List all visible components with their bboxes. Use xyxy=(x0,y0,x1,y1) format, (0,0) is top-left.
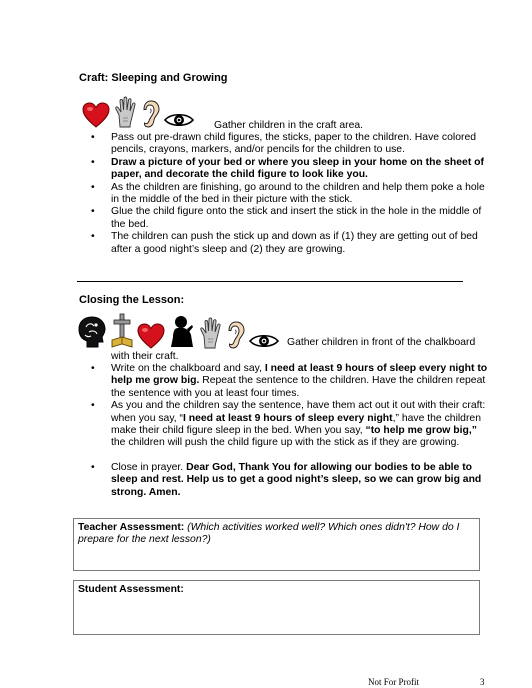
student-assessment-label: Student Assessment: xyxy=(78,584,184,595)
ear-icon xyxy=(142,100,160,128)
head-icon xyxy=(77,315,107,349)
craft-intro: Gather children in the craft area. xyxy=(214,120,364,131)
footer-note: Not For Profit xyxy=(368,677,420,687)
hand-icon xyxy=(114,96,138,128)
closing-heading: Closing the Lesson: xyxy=(79,294,185,306)
list-item: • Draw a picture of your bed or where you sleep in your home on the sheet of paper, and decorate the child figure to look like you. xyxy=(82,157,492,182)
craft-icon-row xyxy=(82,92,194,128)
student-assessment-box[interactable] xyxy=(73,580,480,635)
hand-icon xyxy=(199,317,223,349)
cross-bible-icon xyxy=(111,313,133,349)
teacher-assessment-label: Teacher Assessment: xyxy=(78,522,185,533)
heart-icon xyxy=(82,102,110,128)
praying-child-icon xyxy=(169,315,195,349)
section-divider xyxy=(77,281,463,282)
teacher-assessment-box[interactable] xyxy=(73,518,480,571)
heart-icon xyxy=(137,323,165,349)
teacher-assessment-prompt: (Which activities worked well? Which ones didn't? How do I prepare for the next lesson?) xyxy=(78,522,460,546)
list-item: • Pass out pre-drawn child figures, the sticks, paper to the children. Have colored pencils, crayons, markers, and/or pencils for the children to use. xyxy=(82,132,492,157)
eye-icon xyxy=(164,112,194,128)
list-item: • As the children are finishing, go around to the children and help them poke a hole in the middle of the bed in their picture with the stick. xyxy=(82,182,492,207)
closing-intro: Gather children in front of the chalkboard xyxy=(287,337,476,348)
craft-heading: Craft: Sleeping and Growing xyxy=(79,72,228,84)
list-item: • Write on the chalkboard and say, I need at least 9 hours of sleep every night to help me grow big. Repeat the sentence to the children. Have the children repeat the sentence with you at least four times. xyxy=(82,363,492,400)
list-item: • Glue the child figure onto the stick and insert the stick in the hole in the middle of the bed. xyxy=(82,206,492,231)
ear-icon xyxy=(227,321,245,349)
list-item: • The children can push the stick up and down as if (1) they are getting out of bed after a good night’s sleep and (2) they are growing. xyxy=(82,231,492,256)
eye-icon xyxy=(249,333,279,349)
page-number: 3 xyxy=(480,677,485,687)
list-item: • Close in prayer. Dear God, Thank You for allowing our bodies to be able to sleep and rest. Help us to get a good night’s sleep, so we can grow big and strong. Amen. xyxy=(82,462,492,499)
closing-bullet-list xyxy=(82,363,492,499)
craft-bullet-list xyxy=(82,132,492,256)
closing-icon-row xyxy=(77,311,279,349)
closing-intro-cont: with their craft. xyxy=(111,351,179,362)
list-item: • As you and the children say the sentence, have them act out it out with their craft: when you say, “I need at least 9 hours of sleep every night,” have the children make their child figure sleep in the bed. When you say, “to help me grow big,” the children will push the child figure up with the stick as if they are growing. xyxy=(82,400,492,450)
